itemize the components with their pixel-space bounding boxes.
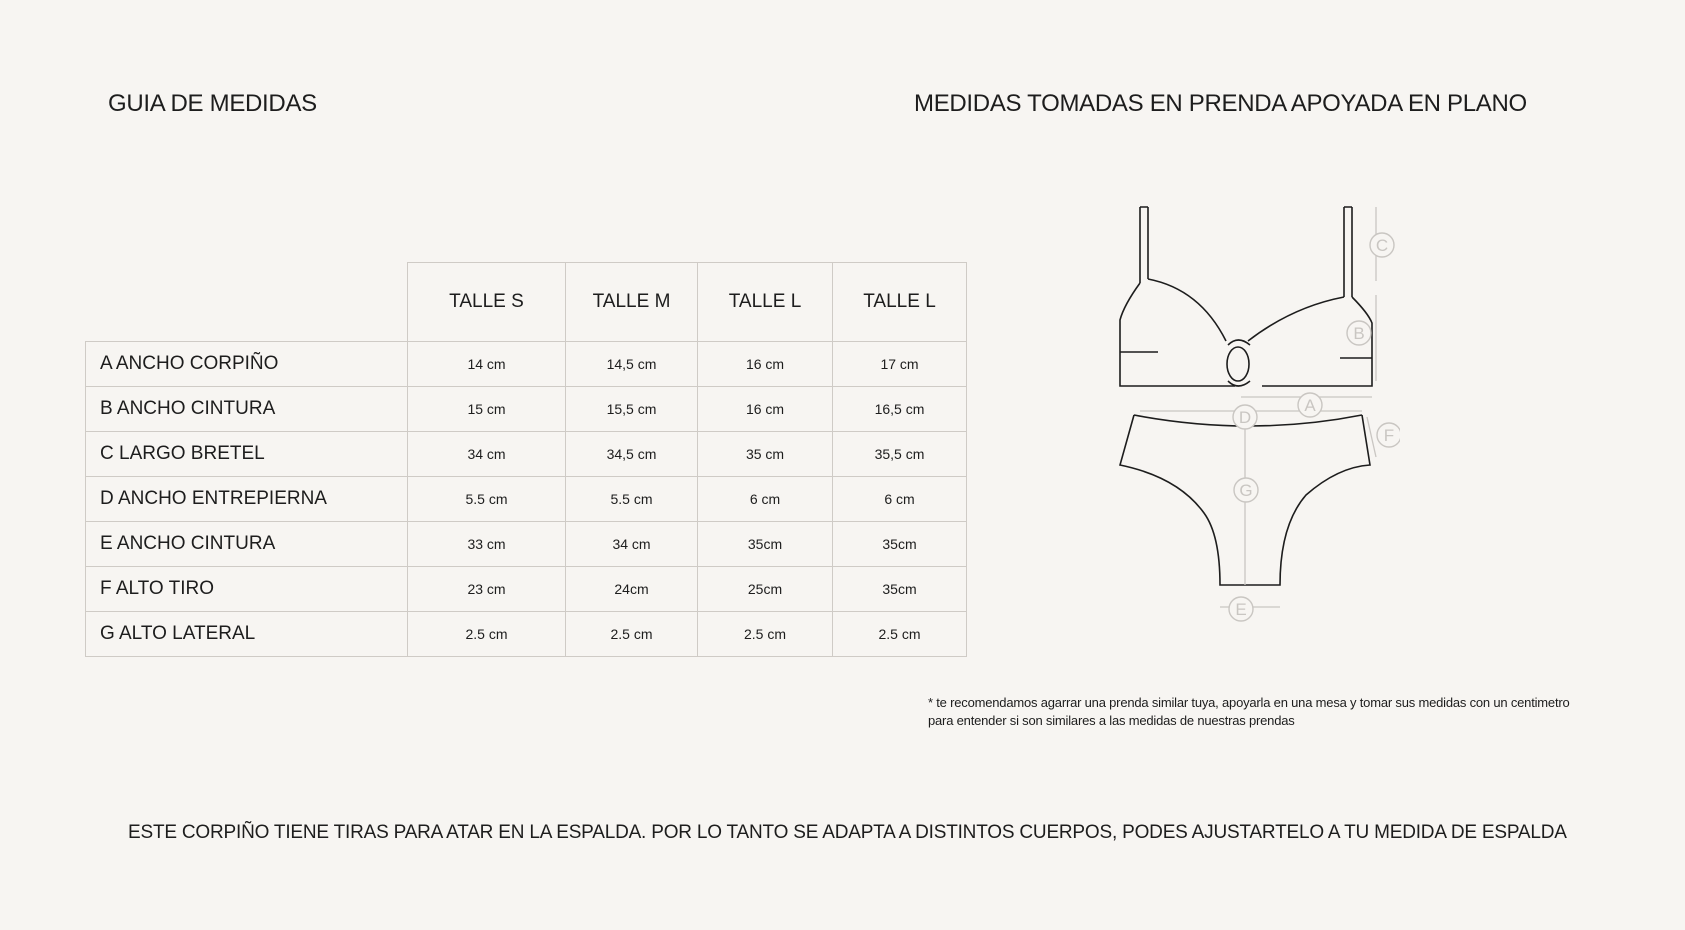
row-label: A ANCHO CORPIÑO bbox=[86, 342, 408, 387]
table-cell: 33 cm bbox=[408, 522, 566, 567]
table-cell: 34 cm bbox=[566, 522, 698, 567]
measurement-note bbox=[928, 694, 1628, 730]
table-cell: 14 cm bbox=[408, 342, 566, 387]
column-header-talle-l: TALLE L bbox=[698, 263, 833, 342]
measure-labels bbox=[1229, 233, 1400, 621]
table-cell: 14,5 cm bbox=[566, 342, 698, 387]
table-cell: 6 cm bbox=[833, 477, 967, 522]
table-cell: 34 cm bbox=[408, 432, 566, 477]
table-row bbox=[86, 432, 967, 477]
table-cell: 15,5 cm bbox=[566, 387, 698, 432]
table-cell: 35cm bbox=[698, 522, 833, 567]
table-cell: 5.5 cm bbox=[408, 477, 566, 522]
page-title: GUIA DE MEDIDAS bbox=[108, 90, 317, 117]
size-table bbox=[85, 262, 967, 657]
label-g: G bbox=[1239, 481, 1253, 500]
table-cell: 2.5 cm bbox=[698, 612, 833, 657]
label-f: F bbox=[1383, 426, 1395, 445]
table-cell: 24cm bbox=[566, 567, 698, 612]
table-cell: 35 cm bbox=[698, 432, 833, 477]
row-label: C LARGO BRETEL bbox=[86, 432, 408, 477]
table-cell: 35cm bbox=[833, 567, 967, 612]
label-e: E bbox=[1235, 600, 1247, 619]
table-cell: 2.5 cm bbox=[566, 612, 698, 657]
table-cell: 6 cm bbox=[698, 477, 833, 522]
table-cell: 25cm bbox=[698, 567, 833, 612]
row-label: F ALTO TIRO bbox=[86, 567, 408, 612]
row-label: D ANCHO ENTREPIERNA bbox=[86, 477, 408, 522]
measure-guides bbox=[1140, 207, 1376, 607]
table-cell: 16,5 cm bbox=[833, 387, 967, 432]
column-header-talle-l-2: TALLE L bbox=[833, 263, 967, 342]
column-header-talle-m: TALLE M bbox=[566, 263, 698, 342]
table-corner bbox=[86, 263, 408, 342]
bikini-diagram bbox=[1100, 195, 1400, 675]
table-cell: 34,5 cm bbox=[566, 432, 698, 477]
note-line-1: * te recomendamos agarrar una prenda similar tuya, apoyarla en una mesa y tomar sus medidas con un centimetro bbox=[928, 695, 1570, 710]
table-cell: 35,5 cm bbox=[833, 432, 967, 477]
label-a: A bbox=[1304, 396, 1316, 415]
label-b: B bbox=[1353, 324, 1365, 343]
table-row bbox=[86, 477, 967, 522]
measurement-subtitle: MEDIDAS TOMADAS EN PRENDA APOYADA EN PLANO bbox=[914, 90, 1527, 117]
column-header-talle-s: TALLE S bbox=[408, 263, 566, 342]
table-cell: 15 cm bbox=[408, 387, 566, 432]
table-row bbox=[86, 342, 967, 387]
label-c: C bbox=[1375, 236, 1389, 255]
table-cell: 35cm bbox=[833, 522, 967, 567]
table-cell: 17 cm bbox=[833, 342, 967, 387]
table-cell: 2.5 cm bbox=[408, 612, 566, 657]
row-label: E ANCHO CINTURA bbox=[86, 522, 408, 567]
table-cell: 2.5 cm bbox=[833, 612, 967, 657]
row-label: B ANCHO CINTURA bbox=[86, 387, 408, 432]
table-row bbox=[86, 387, 967, 432]
table-row bbox=[86, 522, 967, 567]
table-row bbox=[86, 567, 967, 612]
label-d: D bbox=[1238, 408, 1252, 427]
table-cell: 16 cm bbox=[698, 387, 833, 432]
footer-text: ESTE CORPIÑO TIENE TIRAS PARA ATAR EN LA ESPALDA. POR LO TANTO SE ADAPTA A DISTINTOS CUERPOS, PODES AJUSTARTELO A TU MEDIDA DE ESPALDA bbox=[128, 822, 1567, 843]
table-cell: 5.5 cm bbox=[566, 477, 698, 522]
table-cell: 23 cm bbox=[408, 567, 566, 612]
note-line-2: para entender si son similares a las medidas de nuestras prendas bbox=[928, 713, 1295, 728]
row-label: G ALTO LATERAL bbox=[86, 612, 408, 657]
table-cell: 16 cm bbox=[698, 342, 833, 387]
bra-outline bbox=[1120, 207, 1372, 386]
table-row bbox=[86, 612, 967, 657]
